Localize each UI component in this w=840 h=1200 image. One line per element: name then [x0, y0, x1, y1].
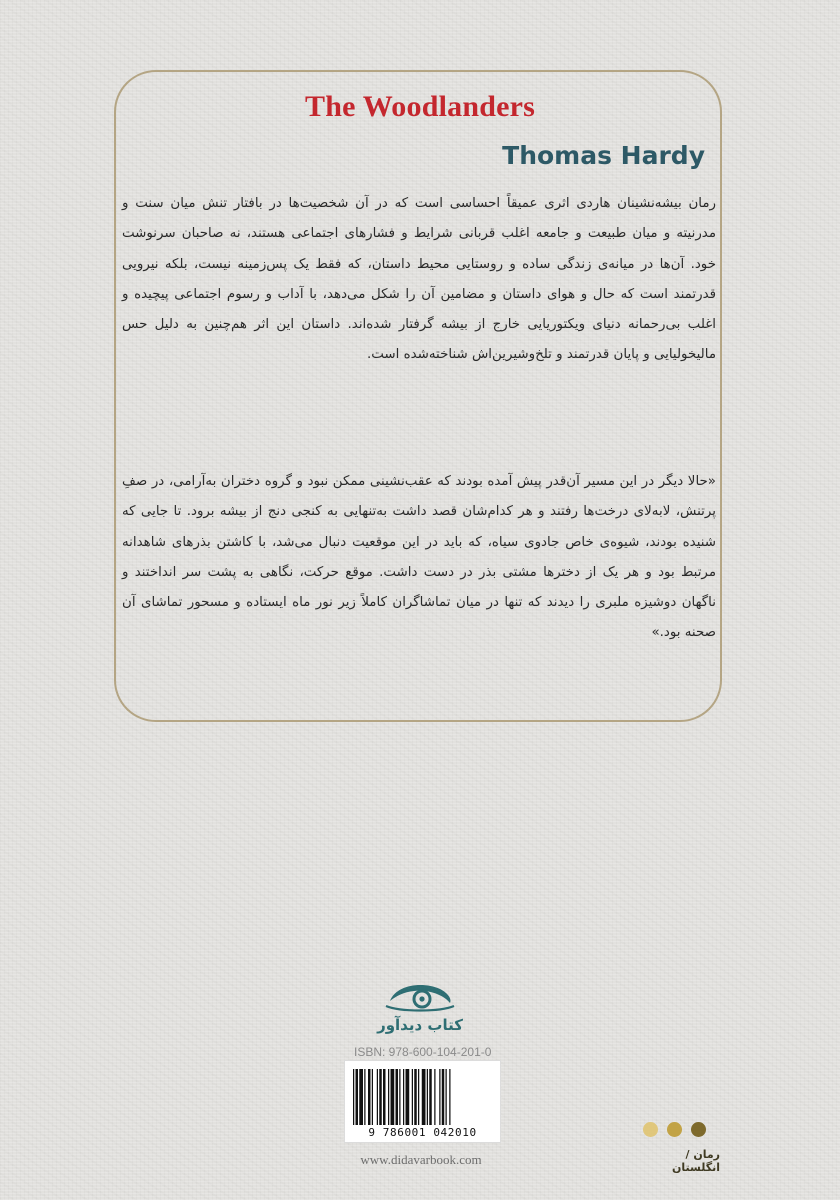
- barcode-bar: [383, 1069, 386, 1125]
- isbn-label: ISBN: 978-600-104-201-0: [354, 1045, 492, 1059]
- barcode-bar: [359, 1069, 363, 1125]
- barcode-bar: [356, 1069, 359, 1125]
- genre-dot: [691, 1122, 706, 1137]
- barcode-bar: [434, 1069, 435, 1125]
- barcode-bar: [446, 1069, 447, 1125]
- author-name: Thomas Hardy: [502, 141, 705, 170]
- barcode-bar: [429, 1069, 432, 1125]
- barcode-bars: [351, 1069, 494, 1125]
- barcode-bar: [372, 1069, 373, 1125]
- barcode-bar: [396, 1069, 399, 1125]
- barcode: [344, 1060, 501, 1143]
- barcode-bar: [379, 1069, 382, 1125]
- publisher-logo-icon: [382, 979, 458, 1013]
- barcode-bar: [418, 1069, 419, 1125]
- barcode-bar: [353, 1069, 354, 1125]
- barcode-bar: [399, 1069, 400, 1125]
- barcode-bar: [391, 1069, 395, 1125]
- barcode-bar: [449, 1069, 450, 1125]
- genre-label: رمان / انگلستان: [672, 1148, 720, 1174]
- barcode-bar: [442, 1069, 445, 1125]
- barcode-bar: [377, 1069, 378, 1125]
- genre-dot: [643, 1122, 658, 1137]
- publisher-website[interactable]: www.didavarbook.com: [360, 1152, 482, 1167]
- barcode-bar: [439, 1069, 440, 1125]
- excerpt-paragraph: «حالا دیگر در این مسیر آن‌قدر پیش آمده بودند که عقب‌نشینی ممکن نبود و گروه دختران به‌آرامی، در صفِ پرتنش، لابه‌لای درخت‌ها رفتند و هر کدام‌شان قصد داشت به‌تنهایی به کنجی دنج از بیشه برود. تا جایی که شنیده بودند، شیوه‌ی خاص جادوی سیاه، که باید در این موقعیت دنبال می‌شد، با کاشتن بذرهای شاهدانه مرتبط بود و هر یک از دخترها مشتی بذر در دست داشت. موقع حرکت، نگاهی به پشت سر انداختند و ناگهان دوشیزه ملبری را دیدند که تنها در میان تماشاگران کاملاً زیر نور ماه ایستاده و مسحور تماشای آن صحنه بود.»: [122, 474, 716, 641]
- genre-dots: [643, 1122, 717, 1140]
- genre-dot: [667, 1122, 682, 1137]
- barcode-bar: [406, 1069, 410, 1125]
- barcode-bar: [427, 1069, 428, 1125]
- barcode-bar: [388, 1069, 389, 1125]
- description-paragraph: رمان بیشه‌نشینان هاردی اثری عمیقاً احساسی است که در آن شخصیت‌ها در بافتار تنش میان سنت و مدرنیته و میان طبیعت و جامعه اغلب قربانی شرایط و فشارهای اجتماعی هستند، نه صاحبان سرنوشت خود. آن‌ها در میانه‌ی زندگی ساده و روستایی محیط داستان، که فقط یک پس‌زمینه نیست، بلکه نیرویی قدرتمند است که حال و هوای داستان و مضامین آن را شکل می‌دهد، با آداب و رسوم اجتماعی پیچیده و اغلب بی‌رحمانه دنیای ویکتوریایی خارج از بیشه گرفتار شده‌اند. داستان این اثر هم‌چنین به دلیل حس مالیخولیایی و پایان قدرتمند و تلخ‌وشیرین‌اش شناخته‌شده است.: [122, 196, 716, 363]
- barcode-bar: [412, 1069, 413, 1125]
- barcode-bar: [422, 1069, 426, 1125]
- barcode-bar: [414, 1069, 417, 1125]
- barcode-bar: [364, 1069, 365, 1125]
- barcode-number: 9 786001 042010: [368, 1126, 477, 1139]
- barcode-bar: [368, 1069, 371, 1125]
- book-title: The Woodlanders: [304, 90, 535, 123]
- publisher-name: کتاب دیدآور: [377, 1016, 463, 1034]
- barcode-bar: [403, 1069, 404, 1125]
